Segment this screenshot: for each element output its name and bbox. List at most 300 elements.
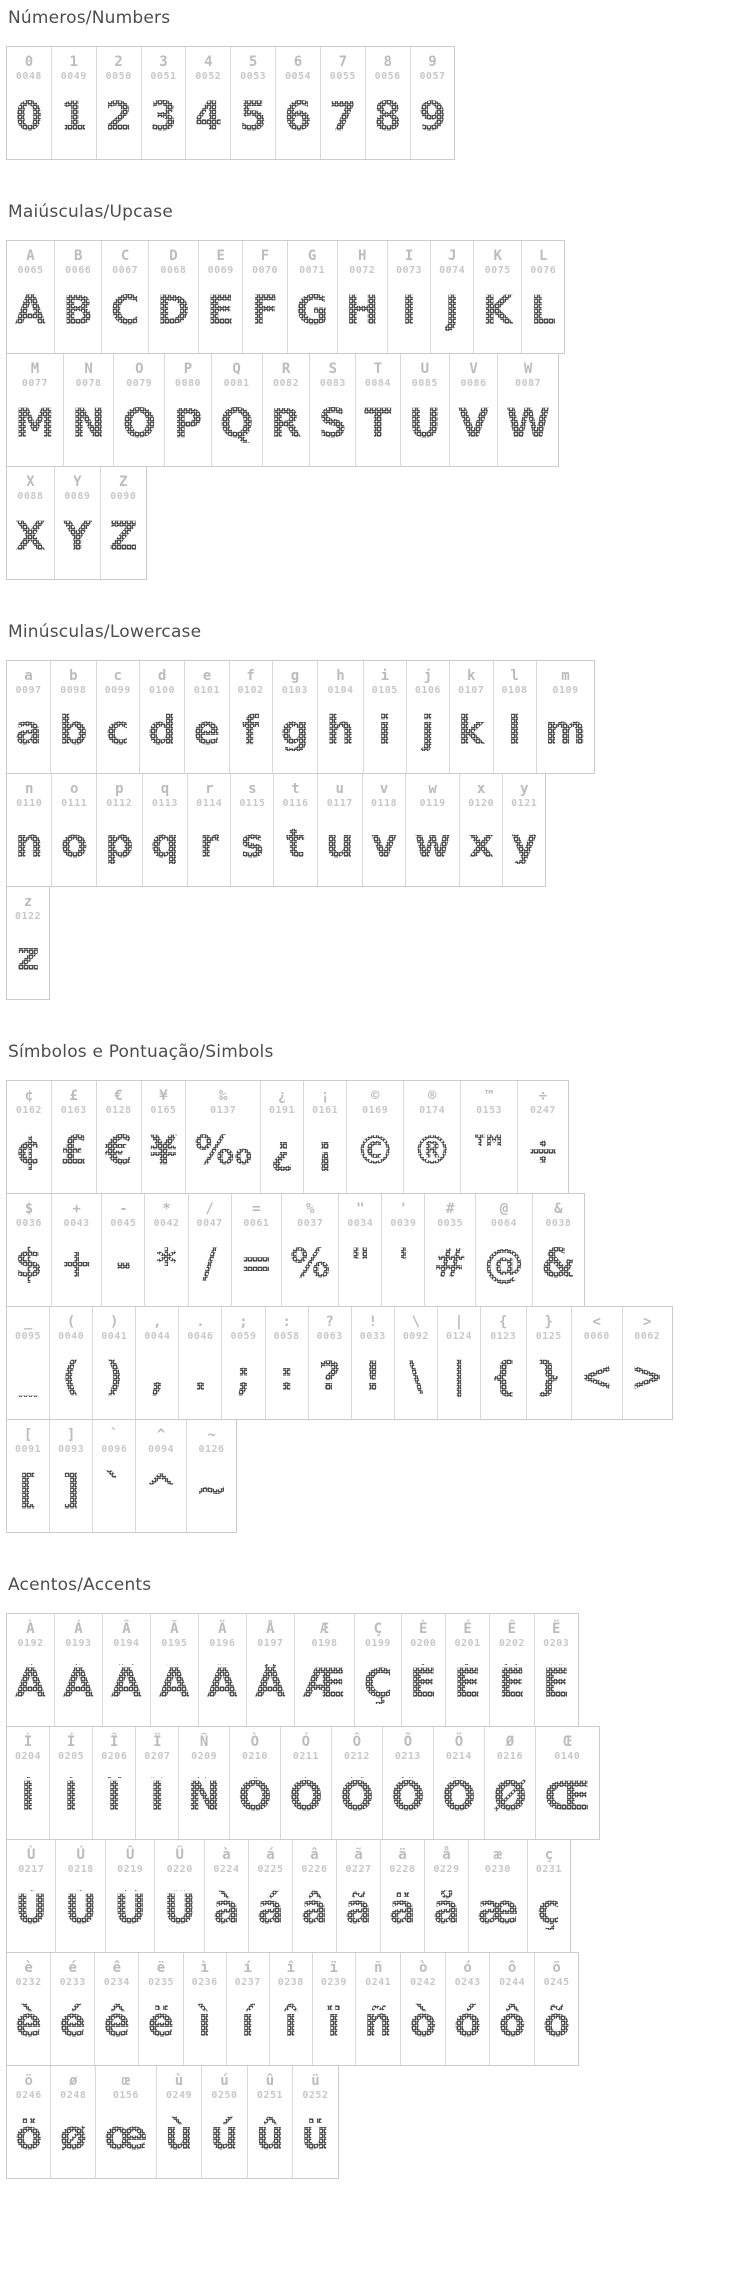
font-glyph: ‰	[194, 1128, 252, 1174]
font-glyph: A	[15, 288, 46, 334]
glyph-box	[286, 810, 305, 886]
font-glyph: ©	[355, 1128, 396, 1174]
char-cell	[198, 1614, 246, 1726]
char-cell	[231, 1194, 282, 1306]
glyph-box	[105, 1117, 133, 1193]
char-grid-row-wrap	[6, 1613, 730, 1727]
glyph-box	[15, 1117, 43, 1193]
reference-char: É	[463, 1621, 472, 1637]
unicode-code: 0140	[554, 1751, 581, 1762]
reference-char: \	[411, 1314, 421, 1330]
glyph-box	[482, 277, 513, 353]
char-cell	[7, 887, 49, 999]
font-glyph: R	[270, 401, 302, 447]
glyph-box	[106, 697, 130, 773]
char-cell	[54, 241, 102, 353]
font-glyph: Ò	[237, 1774, 272, 1820]
font-glyph: è	[15, 2000, 43, 2046]
char-cell	[96, 1081, 141, 1193]
glyph-box	[173, 390, 202, 466]
unicode-code: 0102	[237, 685, 264, 696]
reference-char: Ä	[218, 1621, 227, 1637]
glyph-box	[62, 1343, 80, 1419]
glyph-box	[508, 697, 522, 773]
glyph-box	[240, 810, 264, 886]
char-cell	[294, 1614, 354, 1726]
glyph-box	[15, 810, 43, 886]
char-grid-row	[6, 466, 147, 580]
reference-char: ®	[427, 1088, 437, 1104]
font-glyph: X	[15, 514, 46, 560]
font-glyph: )	[105, 1354, 124, 1400]
font-glyph: L	[530, 288, 556, 334]
glyph-box	[239, 83, 267, 159]
char-grid-row-wrap	[6, 887, 730, 1000]
glyph-box	[255, 1650, 286, 1726]
glyph-box	[412, 1117, 452, 1193]
font-glyph: r	[199, 821, 220, 867]
glyph-box	[199, 810, 219, 886]
font-glyph: '	[397, 1241, 410, 1287]
char-grid-row	[6, 1306, 673, 1420]
char-cell	[101, 241, 147, 353]
unicode-code: 0082	[273, 378, 300, 389]
font-glyph: @	[483, 1241, 524, 1287]
char-cell	[517, 1081, 568, 1193]
char-cell	[183, 1953, 226, 2065]
char-grid-row	[6, 660, 595, 774]
glyph-box	[159, 1650, 190, 1726]
font-glyph: ø	[59, 2113, 87, 2159]
char-cell	[424, 1194, 475, 1306]
glyph-box	[364, 1343, 382, 1419]
unicode-code: 0064	[490, 1218, 517, 1229]
unicode-code: 0199	[364, 1638, 391, 1649]
unicode-code: 0046	[187, 1331, 214, 1342]
reference-char: _	[23, 1314, 33, 1330]
char-cell	[437, 1307, 480, 1419]
glyph-box	[301, 1876, 328, 1952]
glyph-box	[541, 1230, 576, 1306]
char-cell	[186, 1420, 237, 1532]
font-glyph: ê	[103, 2000, 131, 2046]
unicode-code: 0062	[634, 1331, 661, 1342]
char-cell	[309, 354, 355, 466]
font-glyph: ¡	[316, 1128, 335, 1174]
glyph-box	[207, 277, 234, 353]
reference-char: h	[336, 668, 345, 684]
reference-char: D	[169, 248, 178, 264]
glyph-box	[409, 390, 441, 466]
char-grid-row-wrap	[6, 1840, 730, 1953]
char-cell	[92, 1307, 135, 1419]
font-glyph: m	[544, 708, 587, 754]
glyph-box	[350, 1230, 371, 1306]
char-grid-row-wrap	[6, 2066, 730, 2179]
glyph-box	[16, 923, 39, 999]
font-glyph: `	[104, 1467, 125, 1513]
char-cell	[7, 1840, 55, 1952]
font-glyph: \	[408, 1354, 424, 1400]
section-title: Números/Numbers	[8, 8, 171, 28]
font-glyph: ?	[318, 1354, 342, 1400]
glyph-box	[355, 1117, 395, 1193]
font-glyph: C	[110, 288, 140, 334]
char-grid-row-wrap	[6, 1953, 730, 2066]
glyph-box	[378, 697, 392, 773]
reference-char: ;	[239, 1314, 248, 1330]
font-glyph: %	[290, 1241, 331, 1287]
reference-char: 0	[24, 54, 34, 70]
reference-char: b	[69, 668, 78, 684]
reference-char: u	[335, 781, 344, 797]
char-cell	[622, 1307, 673, 1419]
unicode-code: 0078	[75, 378, 102, 389]
char-cell	[401, 1614, 445, 1726]
glyph-box	[194, 83, 222, 159]
glyph-box	[150, 1117, 178, 1193]
reference-char: 5	[248, 54, 258, 70]
font-glyph: K	[482, 288, 514, 334]
reference-char: Ã	[170, 1621, 179, 1637]
glyph-box	[110, 277, 139, 353]
char-cell	[346, 1081, 403, 1193]
font-glyph: Æ	[302, 1661, 347, 1707]
glyph-box	[59, 2102, 86, 2178]
glyph-box	[580, 1343, 614, 1419]
font-glyph: T	[364, 401, 392, 447]
char-cell	[430, 241, 473, 353]
reference-char: `	[110, 1427, 119, 1443]
unicode-code: 0074	[439, 265, 466, 276]
glyph-box	[345, 1876, 372, 1952]
char-cell	[63, 354, 113, 466]
char-cell	[135, 1420, 186, 1532]
font-glyph: b	[59, 708, 88, 754]
font-glyph: ™	[469, 1128, 510, 1174]
unicode-code: 0201	[454, 1638, 481, 1649]
char-cell	[475, 1194, 532, 1306]
unicode-code: 0248	[60, 2090, 87, 2101]
font-glyph: U	[408, 401, 442, 447]
reference-char: }	[544, 1314, 553, 1330]
font-glyph: N	[71, 401, 106, 447]
glyph-box	[364, 1989, 392, 2065]
glyph-box	[15, 1650, 46, 1726]
char-grid-row-wrap	[6, 1727, 730, 1840]
char-cell	[96, 774, 142, 886]
char-cell	[406, 661, 449, 773]
char-cell	[269, 1953, 312, 2065]
glyph-box	[303, 1650, 346, 1726]
reference-char: t	[291, 781, 300, 797]
unicode-code: 0198	[311, 1638, 338, 1649]
glyph-box	[15, 2102, 42, 2178]
glyph-box	[109, 503, 138, 579]
font-glyph: ;	[235, 1354, 252, 1400]
unicode-code: 0037	[297, 1218, 324, 1229]
reference-char: 9	[428, 54, 437, 70]
font-glyph: Ï	[149, 1774, 165, 1820]
font-glyph: j	[421, 708, 435, 754]
font-glyph: ü	[301, 2113, 330, 2159]
reference-char: 3	[159, 54, 168, 70]
glyph-box	[433, 1876, 460, 1952]
reference-char: J	[447, 248, 457, 264]
char-cell	[400, 354, 449, 466]
reference-char: *	[162, 1201, 171, 1217]
reference-char: ù	[174, 2073, 184, 2089]
char-cell	[246, 1614, 294, 1726]
glyph-box	[318, 390, 347, 466]
font-glyph: å	[432, 1887, 460, 1933]
font-glyph: F	[251, 288, 279, 334]
font-glyph: y	[511, 821, 538, 867]
unicode-code: 0128	[105, 1105, 132, 1116]
char-cell	[381, 1194, 424, 1306]
font-glyph: Ú	[64, 1887, 97, 1933]
char-cell	[281, 1194, 338, 1306]
glyph-box	[256, 2102, 284, 2178]
glyph-box	[156, 1230, 177, 1306]
reference-char: O	[135, 361, 144, 377]
reference-char: |	[454, 1314, 464, 1330]
glyph-box	[15, 390, 55, 466]
unicode-code: 0193	[65, 1638, 92, 1649]
glyph-box	[458, 390, 489, 466]
font-glyph: ,	[149, 1354, 165, 1400]
char-cell	[50, 661, 96, 773]
font-glyph: a	[15, 708, 42, 754]
reference-char: m	[561, 668, 570, 684]
glyph-box	[531, 277, 557, 353]
section-title: Minúsculas/Lowercase	[8, 622, 202, 642]
font-glyph: l	[507, 708, 522, 754]
font-glyph: 0	[15, 94, 43, 140]
glyph-box	[489, 1343, 517, 1419]
unicode-code: 0057	[419, 71, 446, 82]
char-cell	[380, 1840, 424, 1952]
unicode-code: 0191	[268, 1105, 296, 1116]
char-cell	[410, 47, 455, 159]
glyph-box	[397, 1230, 409, 1306]
font-glyph: e	[193, 708, 221, 754]
char-cell	[535, 1727, 599, 1839]
char-grid-row-wrap	[6, 240, 730, 354]
glyph-box	[64, 1763, 79, 1839]
font-glyph: {	[489, 1354, 518, 1400]
glyph-box	[193, 697, 220, 773]
font-glyph: 1	[59, 94, 88, 140]
reference-char: Î	[110, 1734, 119, 1750]
reference-char: )	[110, 1314, 119, 1330]
char-cell	[185, 1081, 260, 1193]
unicode-code: 0076	[530, 265, 557, 276]
reference-char: Û	[125, 1847, 135, 1863]
font-glyph: =	[239, 1241, 274, 1287]
glyph-box	[402, 277, 417, 353]
reference-char: s	[248, 781, 257, 797]
font-glyph: |	[451, 1354, 467, 1400]
char-cell	[362, 774, 405, 886]
reference-char: é	[68, 1960, 77, 1976]
reference-char: ø	[69, 2073, 78, 2089]
unicode-code: 0095	[15, 1331, 42, 1342]
char-cell	[493, 661, 536, 773]
glyph-box	[374, 83, 402, 159]
char-cell	[7, 47, 51, 159]
unicode-code: 0239	[320, 1977, 347, 1988]
font-glyph: D	[156, 288, 191, 334]
unicode-code: 0203	[543, 1638, 570, 1649]
reference-char: ¥	[159, 1088, 168, 1104]
char-cell	[534, 1953, 578, 2065]
unicode-code: 0165	[150, 1105, 177, 1116]
reference-char: ™	[484, 1088, 494, 1104]
glyph-box	[150, 1343, 165, 1419]
unicode-code: 0251	[256, 2090, 283, 2101]
char-cell	[468, 1840, 527, 1952]
char-cell	[534, 1614, 578, 1726]
unicode-code: 0225	[257, 1864, 284, 1875]
reference-char: V	[469, 361, 478, 377]
reference-char: g	[290, 668, 300, 684]
glyph-box	[18, 1343, 38, 1419]
char-cell	[365, 47, 410, 159]
font-glyph: x	[468, 821, 495, 867]
unicode-code: 0051	[150, 71, 177, 82]
glyph-box	[391, 1763, 425, 1839]
char-cell	[354, 1614, 400, 1726]
reference-char: 4	[204, 54, 213, 70]
font-glyph: W	[506, 401, 551, 447]
section-title: Símbolos e Pontuação/Simbols	[8, 1042, 274, 1062]
char-cell	[449, 661, 493, 773]
char-cell	[204, 1840, 248, 1952]
reference-char: ò	[418, 1960, 428, 1976]
unicode-code: 0113	[151, 798, 178, 809]
reference-char: ó	[463, 1960, 472, 1976]
unicode-code: 0233	[59, 1977, 86, 1988]
font-glyph: c	[105, 708, 130, 754]
unicode-code: 0227	[345, 1864, 372, 1875]
char-cell	[54, 1614, 102, 1726]
char-cell	[262, 354, 310, 466]
section-title: Acentos/Accents	[8, 1575, 152, 1595]
reference-char: l	[510, 668, 519, 684]
reference-char: R	[281, 361, 291, 377]
char-cell	[405, 774, 459, 886]
font-glyph: "	[349, 1241, 371, 1287]
unicode-code: 0061	[243, 1218, 270, 1229]
char-grid-row-wrap	[6, 1307, 730, 1420]
char-cell	[49, 1420, 92, 1532]
reference-char: =	[252, 1201, 261, 1217]
reference-char: ã	[354, 1847, 363, 1863]
reference-char: M	[30, 361, 40, 377]
char-cell	[96, 47, 141, 159]
unicode-code: 0041	[101, 1331, 128, 1342]
glyph-box	[506, 390, 550, 466]
char-cell	[382, 1727, 433, 1839]
glyph-box	[163, 1876, 195, 1952]
char-grid-row-wrap	[6, 1194, 730, 1307]
font-glyph: _	[18, 1354, 39, 1400]
reference-char: £	[69, 1088, 78, 1104]
glyph-box	[284, 1989, 298, 2065]
font-glyph: Ù	[15, 1887, 48, 1933]
reference-char: "	[356, 1201, 365, 1217]
char-cell	[55, 1840, 104, 1952]
font-glyph: :	[278, 1354, 295, 1400]
font-glyph: +	[59, 1241, 94, 1287]
unicode-code: 0229	[433, 1864, 460, 1875]
unicode-code: 0252	[302, 2090, 329, 2101]
unicode-code: 0111	[61, 798, 88, 809]
reference-char: X	[26, 474, 35, 490]
font-glyph: Ã	[158, 1661, 190, 1707]
glyph-box	[526, 1117, 560, 1193]
font-glyph: È	[409, 1661, 437, 1707]
glyph-box	[544, 1763, 591, 1839]
char-cell	[248, 1840, 292, 1952]
char-cell	[229, 1727, 280, 1839]
char-cell	[141, 47, 186, 159]
unicode-code: 0098	[60, 685, 87, 696]
char-grid-row	[6, 1613, 579, 1727]
char-cell	[178, 1727, 228, 1839]
font-glyph: t	[285, 821, 306, 867]
font-glyph: œ	[103, 2113, 148, 2159]
reference-char: Q	[232, 361, 241, 377]
unicode-code: 0218	[67, 1864, 94, 1875]
font-glyph: ä	[388, 1887, 416, 1933]
unicode-code: 0106	[414, 685, 441, 696]
unicode-code: 0044	[144, 1331, 171, 1342]
char-grid-row	[6, 1193, 585, 1307]
unicode-code: 0137	[210, 1105, 237, 1116]
reference-char: ï	[329, 1960, 339, 1976]
reference-char: x	[476, 781, 486, 797]
glyph-box	[631, 1343, 665, 1419]
unicode-code: 0226	[301, 1864, 328, 1875]
unicode-code: 0121	[511, 798, 538, 809]
reference-char: â	[310, 1847, 319, 1863]
char-cell	[201, 2066, 246, 2178]
unicode-code: 0194	[113, 1638, 140, 1649]
unicode-code: 0220	[166, 1864, 193, 1875]
unicode-code: 0119	[419, 798, 446, 809]
unicode-code: 0231	[535, 1864, 562, 1875]
unicode-code: 0065	[17, 265, 44, 276]
font-glyph: 4	[194, 94, 223, 140]
glyph-box	[144, 1456, 178, 1532]
glyph-box	[157, 277, 190, 353]
reference-char: ©	[370, 1088, 380, 1104]
glyph-box	[15, 503, 46, 579]
font-glyph: >	[630, 1354, 665, 1400]
char-cell	[185, 47, 230, 159]
unicode-code: 0115	[239, 798, 266, 809]
unicode-code: 0114	[196, 798, 223, 809]
unicode-code: 0212	[343, 1751, 370, 1762]
glyph-box	[198, 1989, 212, 2065]
reference-char: W	[523, 361, 533, 377]
char-cell	[272, 661, 318, 773]
glyph-box	[151, 810, 180, 886]
glyph-box	[220, 390, 254, 466]
font-glyph: ~	[194, 1467, 229, 1513]
